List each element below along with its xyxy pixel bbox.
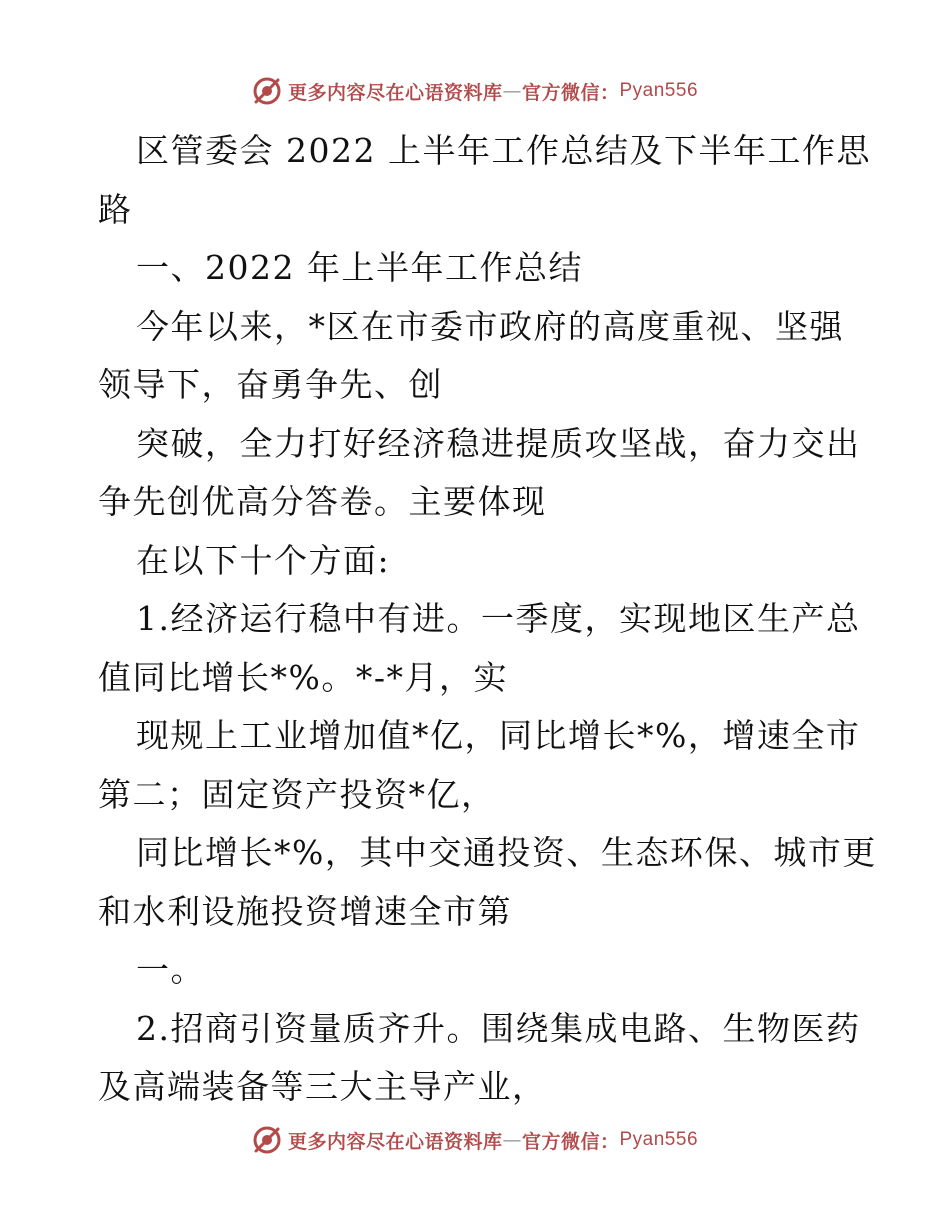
text-line: 值同比增长*%。*-*月，实: [98, 657, 509, 697]
text-line: 1.经济运行稳中有进。一季度，实现地区生产总: [136, 599, 861, 638]
watermark-id-value: Pyan556: [619, 80, 699, 101]
text-line: 一。: [136, 950, 205, 989]
watermark-id-label: 官方微信：: [521, 1130, 620, 1153]
watermark-id-label: 官方微信：: [521, 81, 620, 104]
text-line: 争先创优高分答卷。主要体现: [98, 482, 547, 521]
text-line: 和水利设施投资增速全市第: [98, 891, 512, 931]
footer-watermark: [0, 1122, 950, 1158]
text-line: 突破，全力打好经济稳进提质攻坚战，奋力交出: [136, 423, 861, 463]
watermark-id-value: Pyan556: [619, 1129, 699, 1150]
text-line: 2.招商引资量质齐升。围绕集成电路、生物医药: [136, 1008, 861, 1048]
watermark-separator: —: [502, 80, 522, 102]
text-line: 及高端装备等三大主导产业，: [98, 1067, 547, 1106]
quill-logo-icon: [252, 76, 282, 106]
watermark-main-text: 更多内容尽在心语资料库: [287, 81, 503, 104]
text-line: 第二；固定资产投资*亿，: [98, 774, 496, 814]
text-line: 一、2022 年上半年工作总结: [136, 248, 583, 287]
text-line: 在以下十个方面:: [136, 540, 391, 580]
text-line: 区管委会 2022 上半年工作总结及下半年工作思: [136, 131, 871, 170]
header-watermark: [0, 73, 950, 109]
quill-logo-icon: [252, 1125, 282, 1155]
watermark-main-text: 更多内容尽在心语资料库: [287, 1130, 503, 1153]
text-line: 领导下，奋勇争先、创: [98, 365, 443, 404]
text-line: 路: [98, 189, 133, 229]
document-body: [98, 122, 877, 1117]
watermark-separator: —: [502, 1129, 522, 1151]
text-line: 现规上工业增加值*亿，同比增长*%，增速全市: [136, 716, 861, 755]
text-line: 今年以来，*区在市委市政府的高度重视、坚强: [136, 306, 844, 346]
text-line: 同比增长*%，其中交通投资、生态环保、城市更: [136, 833, 877, 872]
